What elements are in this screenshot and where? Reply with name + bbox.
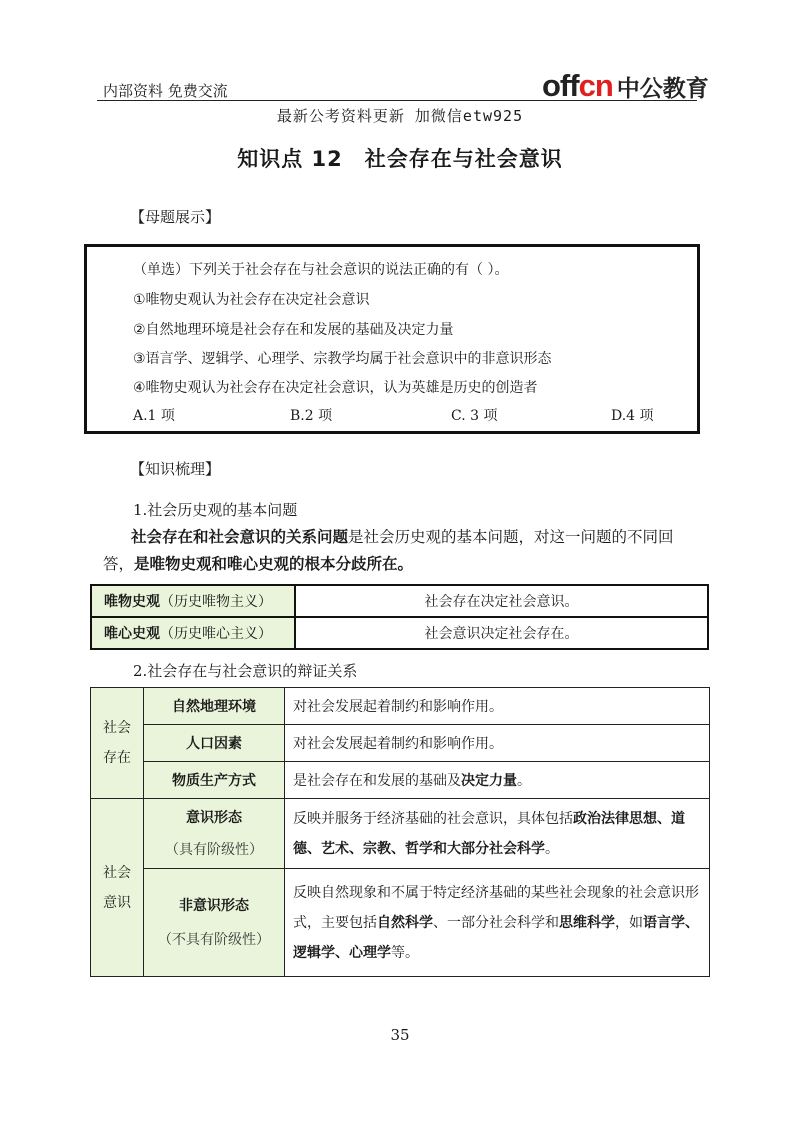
sub-non-ideology: 非意识形态 （不具有阶级性） bbox=[144, 869, 285, 977]
table-value: 社会意识决定社会存在。 bbox=[295, 617, 708, 649]
sub-population: 人口因素 bbox=[144, 725, 285, 762]
option-b: B.2 项 bbox=[290, 408, 333, 424]
dialectic-table bbox=[90, 687, 710, 977]
table-row bbox=[91, 585, 708, 617]
question-item: ②自然地理环境是社会存在和发展的基础及决定力量 bbox=[133, 322, 454, 338]
page-number: 35 bbox=[390, 1026, 410, 1044]
offcn-logo bbox=[542, 68, 709, 104]
desc-natural-environment: 对社会发展起着制约和影响作用。 bbox=[285, 688, 710, 725]
part2-heading: 2.社会存在与社会意识的辩证关系 bbox=[133, 662, 358, 680]
option-a: A.1 项 bbox=[133, 408, 175, 424]
question-item: ①唯物史观认为社会存在决定社会意识 bbox=[133, 292, 370, 308]
category-social-consciousness: 社会 意识 bbox=[91, 799, 144, 977]
section-knowledge-heading: 【知识梳理】 bbox=[130, 460, 221, 478]
desc-ideology: 反映并服务于经济基础的社会意识，具体包括政治法律思想、道德、艺术、宗教、哲学和大部分社会科学。 bbox=[285, 799, 710, 869]
table-key: 唯心史观（历史唯心主义） bbox=[91, 617, 295, 649]
part1-bold2: 是唯物史观和唯心史观的根本分歧所在。 bbox=[134, 555, 414, 573]
table-row bbox=[91, 869, 710, 977]
option-d: D.4 项 bbox=[611, 408, 654, 424]
question-stem: （单选）下列关于社会存在与社会意识的说法正确的有（ ）。 bbox=[133, 262, 509, 278]
desc-production-mode: 是社会存在和发展的基础及决定力量。 bbox=[285, 762, 710, 799]
desc-population: 对社会发展起着制约和影响作用。 bbox=[285, 725, 710, 762]
part1-text1: 是社会历史观的基本问题，对这一问题的不同回答， bbox=[103, 528, 674, 573]
sub-natural-environment: 自然地理环境 bbox=[144, 688, 285, 725]
part1-paragraph bbox=[103, 524, 699, 578]
header-label: 内部资料 免费交流 bbox=[103, 82, 228, 100]
option-c: C. 3 项 bbox=[451, 408, 498, 424]
table-row bbox=[91, 688, 710, 725]
table-row bbox=[91, 617, 708, 649]
subtitle: 最新公考资料更新 加微信etw925 bbox=[276, 107, 524, 125]
part1-heading: 1.社会历史观的基本问题 bbox=[133, 501, 298, 519]
category-social-existence: 社会 存在 bbox=[91, 688, 144, 799]
table-row bbox=[91, 799, 710, 869]
sub-ideology: 意识形态 （具有阶级性） bbox=[144, 799, 285, 869]
logo-en-part2: cn bbox=[578, 68, 613, 103]
question-item: ④唯物史观认为社会存在决定社会意识，认为英雄是历史的创造者 bbox=[133, 380, 538, 396]
logo-cn: 中公教育 bbox=[616, 76, 709, 102]
desc-non-ideology: 反映自然现象和不属于特定经济基础的某些社会现象的社会意识形式，主要包括自然科学、一部分社会科学和思维科学，如语言学、逻辑学、心理学等。 bbox=[285, 869, 710, 977]
table-key: 唯物史观（历史唯物主义） bbox=[91, 585, 295, 617]
part1-bold1: 社会存在和社会意识的关系问题 bbox=[131, 528, 349, 546]
table-row bbox=[91, 762, 710, 799]
header-rule bbox=[97, 100, 697, 101]
table-value: 社会存在决定社会意识。 bbox=[295, 585, 708, 617]
section-question-heading: 【母题展示】 bbox=[130, 208, 221, 226]
worldview-table bbox=[90, 584, 709, 650]
table-row bbox=[91, 725, 710, 762]
logo-en-part1: off bbox=[542, 68, 579, 103]
page-title: 知识点 12 社会存在与社会意识 bbox=[237, 147, 563, 171]
question-item: ③语言学、逻辑学、心理学、宗教学均属于社会意识中的非意识形态 bbox=[133, 351, 552, 367]
question-box bbox=[84, 244, 700, 434]
sub-production-mode: 物质生产方式 bbox=[144, 762, 285, 799]
